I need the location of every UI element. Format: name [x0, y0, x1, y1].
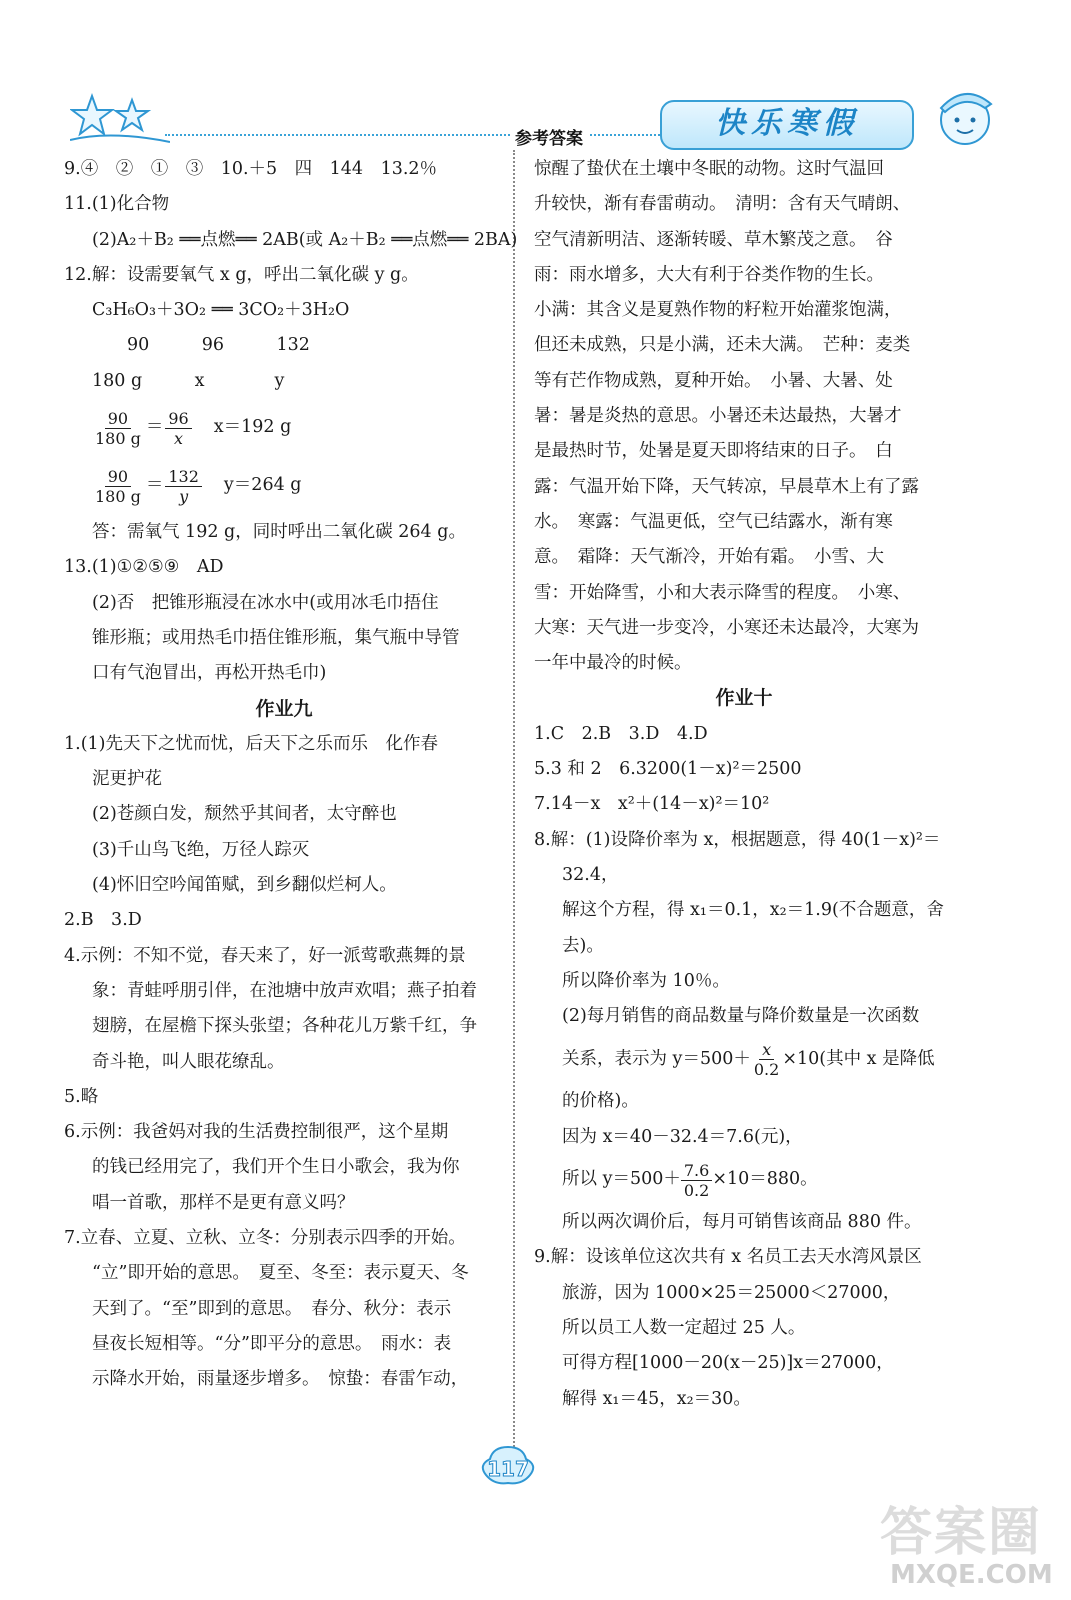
answer-line: 5.3 和 2 6.3200(1－x)²＝2500 — [534, 759, 802, 780]
answer-line: 12.解：设需要氧气 x g，呼出二氧化碳 y g。 — [64, 264, 419, 285]
left-column — [64, 152, 518, 1398]
answer-line: 空气清新明洁、逐渐转暖、草木繁茂之意。 谷 — [534, 229, 893, 250]
fraction: $\frac{90}{180 g}$ — [95, 408, 141, 448]
answer-line: 示降水开始，雨量逐步增多。 惊蛰：春雷乍动， — [92, 1369, 469, 1390]
header-dots-left — [165, 134, 510, 138]
answer-line: 意。 霜降：天气渐冷，开始有霜。 小雪、大 — [534, 547, 884, 568]
answer-line: 32.4， — [562, 864, 619, 885]
answer-line: 泥更护花 — [92, 769, 162, 790]
answer-line: (2)否 把锥形瓶浸在冰水中(或用冰毛巾捂住 — [92, 592, 439, 613]
answer-line: 的价格)。 — [562, 1091, 639, 1112]
answer-line: 答：需氧气 192 g，同时呼出二氧化碳 264 g。 — [92, 522, 466, 543]
answer-line: 7.立春、立夏、立秋、立冬：分别表示四季的开始。 — [64, 1228, 466, 1249]
answer-line: 1.(1)先天下之忧而忧，后天下之乐而乐 化作春 — [64, 733, 438, 754]
answer-line: 唱一首歌，那样不是更有意义吗？ — [92, 1192, 355, 1213]
answer-line: 水。 寒露：气温更低，空气已结露水，渐有寒 — [534, 511, 893, 532]
fraction-result: x＝192 g — [213, 417, 292, 438]
answer-line: 可得方程[1000－20(x－25)]x＝27000， — [562, 1353, 894, 1374]
answer-line: (4)怀旧空吟闻笛赋，到乡翻似烂柯人。 — [92, 875, 397, 896]
right-column — [534, 152, 954, 1417]
equation-text: 关系，表示为 y＝500＋ — [562, 1048, 751, 1069]
answer-line: 1.C 2.B 3.D 4.D — [534, 723, 708, 744]
fraction-equation — [534, 1034, 954, 1084]
answer-line: 象：青蛙呼朋引伴，在池塘中放声欢唱；燕子拍着 — [92, 980, 477, 1001]
fraction: $\frac{96}{x}$ — [165, 409, 191, 448]
answer-line: 是最热时节，处暑是夏天即将结束的日子。 白 — [534, 441, 893, 462]
page-number-text: 117 — [487, 1457, 529, 1481]
equation-text: ×10＝880。 — [712, 1169, 818, 1190]
answer-line: 9.④ ② ① ③ 10.＋5 四 144 13.2％ — [64, 159, 438, 179]
fraction-equation: $\frac{90}{180 g}$ ＝ $\frac{132}{y}$ y＝264 g — [64, 457, 504, 515]
header-title: 快乐寒假 — [660, 100, 914, 150]
fraction: $\frac{7.6}{0.2}$ — [681, 1161, 712, 1200]
answer-line: 大寒：天气进一步变冷，小寒还未达最冷，大寒为 — [534, 617, 919, 638]
answer-line: 雨：雨水增多，大大有利于谷类作物的生长。 — [534, 264, 884, 285]
answer-line: 去)。 — [562, 935, 604, 956]
snowman-decoration-icon — [915, 82, 1010, 150]
equation-text: ×10(其中 x 是降低 — [782, 1048, 935, 1069]
answer-line: 7.14－x x²＋(14－x)²＝10² — [534, 794, 770, 815]
answer-line: 5.略 — [64, 1086, 99, 1107]
page-number — [478, 1445, 538, 1485]
watermark-text: 答案圈 — [880, 1503, 1043, 1563]
answer-line: 露：气温开始下降，天气转凉，早晨草木上有了露 — [534, 476, 919, 497]
fraction: $\frac{x}{0.2}$ — [753, 1039, 780, 1079]
answer-line: 等有芒作物成熟，夏种开始。 小暑、大暑、处 — [534, 370, 893, 391]
answer-line: 2.B 3.D — [64, 910, 142, 931]
answer-line: 惊醒了蛰伏在土壤中冬眠的动物。这时气温回 — [534, 159, 884, 179]
equation-text: 所以 y＝500＋ — [562, 1169, 681, 1190]
fraction-result: y＝264 g — [223, 475, 302, 496]
answer-line: 所以员工人数一定超过 25 人。 — [562, 1317, 806, 1338]
answer-line: 旅游，因为 1000×25＝25000＜27000， — [562, 1282, 901, 1303]
fraction-equation: $\frac{90}{180 g}$ ＝ $\frac{96}{x}$ x＝192 g — [64, 399, 504, 457]
answer-line: 天到了。“至”即到的意思。 春分、秋分：表示 — [92, 1298, 452, 1319]
fraction: $\frac{132}{y}$ — [165, 467, 202, 506]
answer-line: (2)A₂＋B₂ ══点燃══ 2AB(或 A₂＋B₂ ══点燃══ 2BA) — [92, 229, 518, 250]
answer-line: 升较快，渐有春雷萌动。 清明：含有天气晴朗、 — [534, 194, 911, 215]
answer-line: 4.示例：不知不觉，春天来了，好一派莺歌燕舞的景 — [64, 945, 466, 966]
header-label: 参考答案 — [515, 129, 583, 149]
answer-line: 11.(1)化合物 — [64, 194, 170, 215]
watermark-url: MXQE.COM — [890, 1560, 1053, 1590]
fraction-equation — [534, 1155, 954, 1205]
answer-line: 口有气泡冒出，再松开热毛巾) — [92, 663, 327, 684]
page-header — [60, 82, 1020, 152]
section-title: 作业十 — [715, 687, 773, 710]
equation-line: 90 96 132 — [92, 335, 310, 356]
answer-line: 昼夜长短相等。“分”即平分的意思。 雨水：表 — [92, 1333, 452, 1354]
answer-line: 小满：其含义是夏熟作物的籽粒开始灌浆饱满， — [534, 300, 902, 321]
answer-line: 奇斗艳，叫人眼花缭乱。 — [92, 1051, 285, 1072]
answer-line: 翅膀，在屋檐下探头张望；各种花儿万紫千红，争 — [92, 1016, 477, 1037]
answer-line: 一年中最冷的时候。 — [534, 653, 692, 674]
answer-line: 因为 x＝40－32.4＝7.6(元)， — [562, 1126, 803, 1147]
watermark — [880, 1490, 1060, 1595]
fraction: $\frac{90}{180 g}$ — [95, 466, 141, 506]
star-decoration-icon — [70, 90, 170, 146]
answer-line: 暑：暑是炎热的意思。小暑还未达最热，大暑才 — [534, 406, 902, 427]
equation-line: C₃H₆O₃＋3O₂ ══ 3CO₂＋3H₂O — [92, 300, 350, 321]
equation-line: 180 g x y — [92, 370, 285, 391]
answer-line: 所以两次调价后，每月可销售该商品 880 件。 — [562, 1212, 922, 1233]
answer-line: 但还未成熟，只是小满，还未大满。 芒种：麦类 — [534, 335, 911, 356]
section-title: 作业九 — [255, 697, 313, 720]
answer-line: 解得 x₁＝45，x₂＝30。 — [562, 1388, 751, 1409]
answer-line: “立”即开始的意思。 夏至、冬至：表示夏天、冬 — [92, 1263, 469, 1284]
header-dots-right — [590, 134, 660, 138]
answer-line: 的钱已经用完了，我们开个生日小歌会，我为你 — [92, 1157, 460, 1178]
answer-line: 所以降价率为 10％。 — [562, 970, 730, 991]
answer-line: 6.示例：我爸妈对我的生活费控制很严，这个星期 — [64, 1122, 449, 1143]
answer-line: 锥形瓶；或用热毛巾捂住锥形瓶，集气瓶中导管 — [92, 627, 460, 648]
answer-line: (2)苍颜白发，颓然乎其间者，太守醉也 — [92, 804, 397, 825]
answer-line: 解这个方程，得 x₁＝0.1，x₂＝1.9(不合题意，舍 — [562, 900, 944, 921]
answer-line: (3)千山鸟飞绝，万径人踪灭 — [92, 839, 310, 860]
answer-line: (2)每月销售的商品数量与降价数量是一次函数 — [562, 1006, 920, 1027]
column-divider — [513, 150, 515, 1450]
answer-line: 13.(1)①②⑤⑨ AD — [64, 557, 224, 578]
answer-line: 8.解：(1)设降价率为 x，根据题意，得 40(1－x)²＝ — [534, 829, 941, 850]
answer-line: 9.解：设该单位这次共有 x 名员工去天水湾风景区 — [534, 1247, 922, 1268]
answer-line: 雪：开始降雪，小和大表示降雪的程度。 小寒、 — [534, 582, 911, 603]
